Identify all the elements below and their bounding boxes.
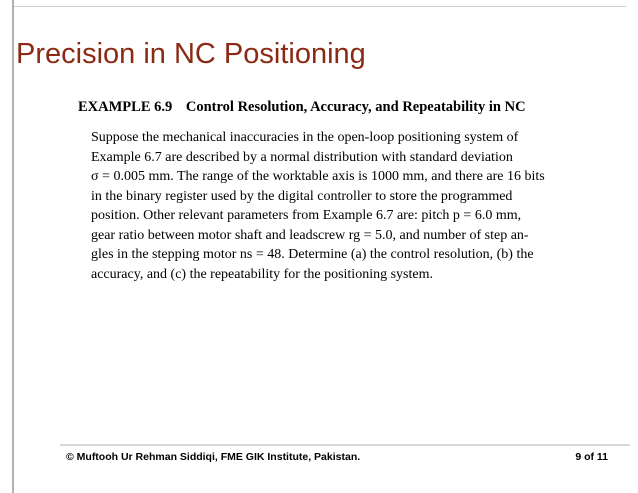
example-line: gear ratio between motor shaft and leadscrew rg = 5.0, and number of step an- [91,227,529,243]
page-number: 9 of 11 [575,451,608,463]
footer-credit: © Muftooh Ur Rehman Siddiqi, FME GIK Institute, Pakistan. [66,451,361,463]
example-block [78,98,598,284]
example-line: Example 6.7 are described by a normal distribution with standard deviation [91,149,513,165]
example-heading [78,98,598,116]
slide-title: Precision in NC Positioning [16,38,366,70]
example-line: position. Other relevant parameters from Example 6.7 are: pitch p = 6.0 mm, [91,208,522,223]
example-line: accuracy, and (c) the repeatability for the positioning system. [91,266,433,282]
left-border-line [12,0,14,493]
example-line: gles in the stepping motor ns = 48. Determine (a) the control resolution, (b) the [91,247,534,262]
header-rule [14,6,626,7]
example-title: Control Resolution, Accuracy, and Repeatability in NC [185,99,526,115]
example-line: in the binary register used by the digital controller to store the programmed [91,188,513,204]
example-line: Suppose the mechanical inaccuracies in the open-loop positioning system of [91,130,519,145]
example-line: σ = 0.005 mm. The range of the worktable axis is 1000 mm, and there are 16 bits [91,169,545,184]
example-text [78,128,596,284]
footer-rule [60,444,630,446]
example-number: EXAMPLE 6.9 [78,99,173,115]
